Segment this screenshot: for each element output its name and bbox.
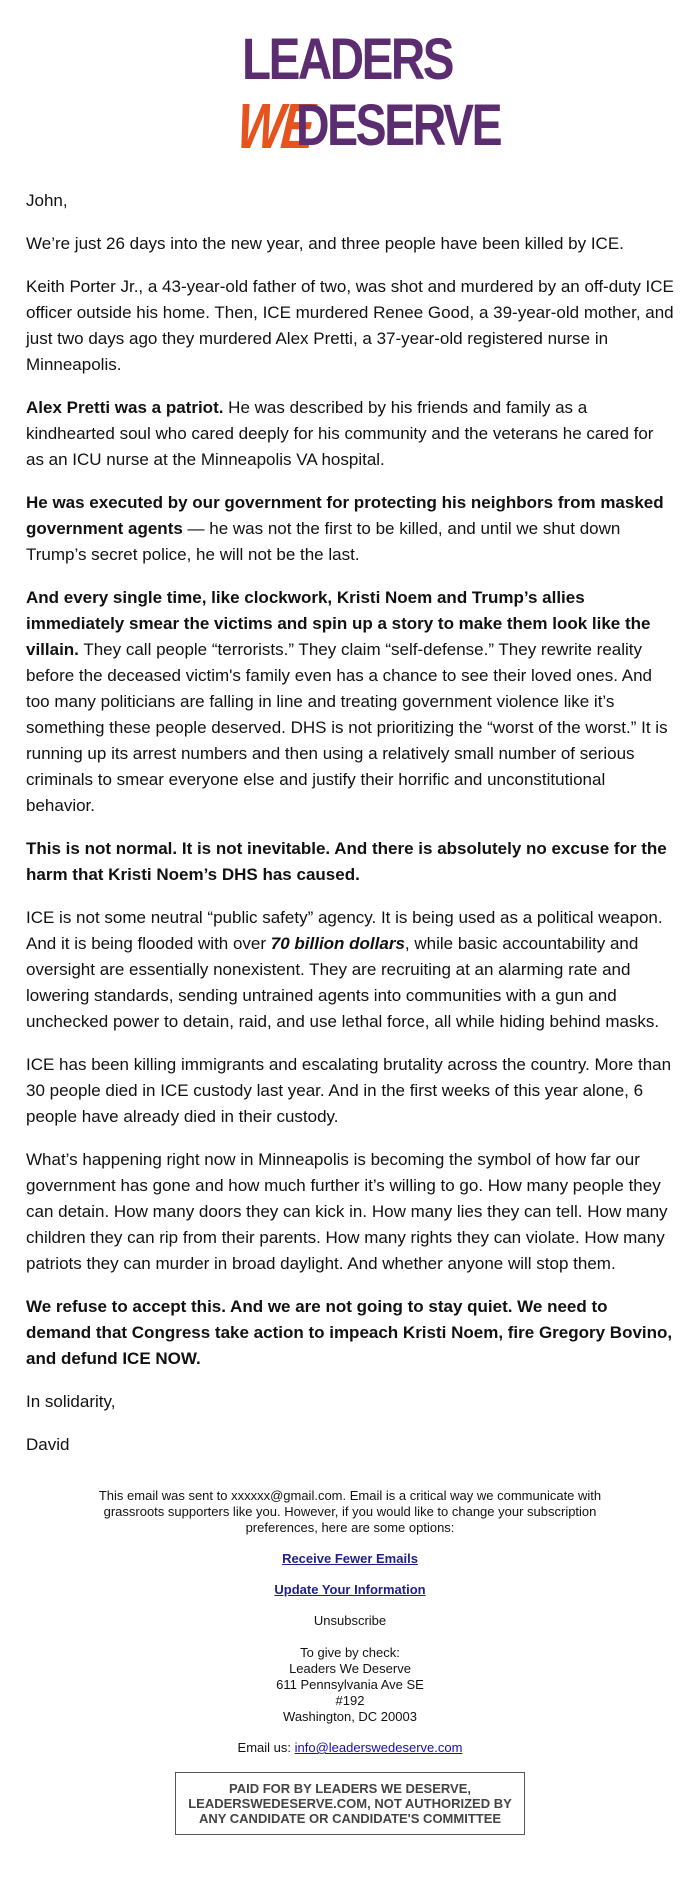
suite-number: #192 <box>335 1693 365 1708</box>
paragraph-call-to-action-bold: We refuse to accept this. And we are not going to stay quiet. We need to demand that Congress take action to impeach Kristi Noem, fire Gregory Bovino, and defund ICE NOW. <box>26 1297 673 1368</box>
greeting: John, <box>26 191 68 210</box>
receive-fewer-emails-link[interactable]: Receive Fewer Emails <box>282 1551 418 1566</box>
paragraph-ice-weapon-text-a: ICE is not some neutral “public safety” agency. It is being used as a political weapon. And it is being flooded with over <box>26 908 663 953</box>
paragraph-ice-weapon <box>26 905 674 1035</box>
paragraph-clockwork <box>26 585 674 819</box>
paragraph-intro: We’re just 26 days into the new year, and three people have been killed by ICE. <box>26 234 624 253</box>
paragraph-ice-weapon-emphasis: 70 billion dollars <box>270 934 405 953</box>
paragraph-executed-text: — he was not the first to be killed, and until we shut down Trump’s secret police, he will not be the last. <box>26 519 621 564</box>
paragraph-patriot-bold: Alex Pretti was a patriot. <box>26 398 224 417</box>
brand-logo <box>234 27 501 162</box>
unsubscribe-link[interactable]: Unsubscribe <box>313 1613 387 1628</box>
paragraph-executed <box>26 490 674 568</box>
email-footer <box>0 1488 700 1835</box>
logo-deserve-text: DESERVE <box>296 93 501 158</box>
email-us-row <box>0 1740 700 1756</box>
footer-note: This email was sent to xxxxxx@gmail.com. Email is a critical way we communicate with grassroots supporters like you. However, if you would like to change your subscription preferences, here are some options: <box>98 1488 602 1535</box>
logo-leaders-text: LEADERS <box>242 27 453 92</box>
paragraph-patriot-text: He was described by his friends and family as a kindhearted soul who cared deeply for his community and the veterans he cared for as an ICU nurse at the Minneapolis VA hospital. <box>26 398 654 469</box>
paragraph-minneapolis: What’s happening right now in Minneapolis is becoming the symbol of how far our government has gone and how much further it’s willing to go. How many people they can detain. How many doors they can kick in. How many lies they can tell. How many children they can rip from their parents. How many rights they can violate. How many patriots they can murder in broad daylight. And whether anyone will stop them. <box>26 1150 668 1273</box>
closing: In solidarity, <box>26 1392 116 1411</box>
update-information-link[interactable]: Update Your Information <box>274 1582 426 1597</box>
email-container <box>0 27 700 1835</box>
paragraph-ice-weapon-text-b: , while basic accountability and oversight are essentially nonexistent. They are recruiting at an alarming rate and lowering standards, sending untrained agents into communities with a gun and unchecked power to detain, raid, and use lethal force, all while hiding behind masks. <box>26 934 660 1031</box>
city-state-zip: Washington, DC 20003 <box>283 1709 417 1724</box>
paragraph-clockwork-bold: And every single time, like clockwork, Kristi Noem and Trump’s allies immediately smear the victims and spin up a story to make them look like the villain. <box>26 588 651 659</box>
paragraph-not-normal <box>26 836 674 888</box>
paragraph-call-to-action <box>26 1294 674 1372</box>
check-label: To give by check: <box>300 1645 400 1660</box>
paragraph-not-normal-bold: This is not normal. It is not inevitable. And there is absolutely no excuse for the harm that Kristi Noem’s DHS has caused. <box>26 839 667 884</box>
logo-we-text: WE <box>234 90 315 162</box>
paragraph-clockwork-text: They call people “terrorists.” They claim “self-defense.” They rewrite reality before the deceased victim's family even has a chance to see their loved ones. And too many politicians are falling in line and treating government violence like it’s something these people deserved. DHS is not prioritizing the “worst of the worst.” It is running up its arrest numbers and then using a relatively small number of serious criminals to smear everyone else and justify their horrific and unconstitutional behavior. <box>26 640 668 815</box>
email-us-label: Email us: <box>237 1740 295 1755</box>
paragraph-custody-deaths: ICE has been killing immigrants and escalating brutality across the country. More than 30 people died in ICE custody last year. And in the first weeks of this year alone, 6 people have already died in their custody. <box>26 1055 672 1126</box>
update-info-row <box>0 1582 700 1598</box>
street-address: 611 Pennsylvania Ave SE <box>276 1677 424 1692</box>
paragraph-patriot <box>26 395 674 473</box>
org-name: Leaders We Deserve <box>289 1661 411 1676</box>
paragraph-victims: Keith Porter Jr., a 43-year-old father of two, was shot and murdered by an off-duty ICE officer outside his home. Then, ICE murdered Renee Good, a 39-year-old mother, and just two days ago they murdered Alex Pretti, a 37-year-old registered nurse in Minneapolis. <box>26 277 674 374</box>
email-body <box>0 188 700 1458</box>
contact-email-link[interactable]: info@leaderswedeserve.com <box>294 1740 463 1755</box>
receive-fewer-row <box>0 1551 700 1567</box>
paid-for-disclaimer: PAID FOR BY LEADERS WE DESERVE, LEADERSWEDESERVE.COM, NOT AUTHORIZED BY ANY CANDIDATE OR CANDIDATE'S COMMITTEE <box>175 1772 525 1835</box>
paragraph-executed-bold: He was executed by our government for protecting his neighbors from masked government agents <box>26 493 664 538</box>
signature: David <box>26 1435 70 1454</box>
mailing-address <box>0 1645 700 1725</box>
